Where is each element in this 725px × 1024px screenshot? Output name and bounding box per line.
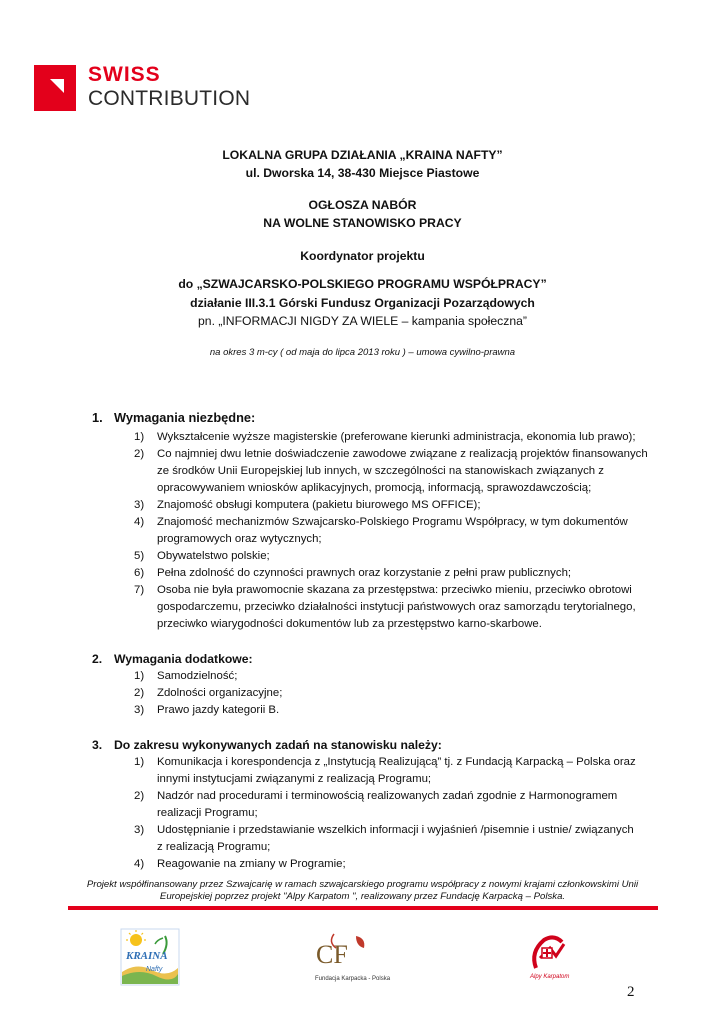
org-address: ul. Dworska 14, 38-430 Miejsce Piastowe: [245, 166, 480, 180]
cf-logo-caption: Fundacja Karpacka - Polska: [315, 976, 391, 982]
list-item-continuation: opracowywaniem wniosków aplikacyjnych, promocją, informacją, sprawozdawczością;: [157, 482, 592, 494]
footer-red-rule: [68, 906, 658, 910]
footer-funding-line-1: Projekt współfinansowany przez Szwajcarię w ramach szwajcarskiego programu współpracy z nowymi krajami członkowskimi Unii: [86, 879, 639, 890]
section-number: 2.: [92, 652, 103, 666]
alpy-logo-text: Alpy Karpatom: [530, 974, 570, 980]
list-item: 3) Udostępnianie i przedstawianie wszelkich informacji i wyjaśnień /pisemnie i ustnie/ związanych: [134, 824, 634, 836]
section-3-title: [92, 738, 442, 752]
announce-line-2: NA WOLNE STANOWISKO PRACY: [263, 216, 462, 230]
list-item: 3) Znajomość obsługi komputera (pakietu biurowego MS OFFICE);: [134, 499, 481, 511]
cf-logo-text: CF: [316, 940, 348, 969]
section-title-text: Do zakresu wykonywanych zadań na stanowisku należy:: [114, 738, 442, 752]
list-item: 4) Znajomość mechanizmów Szwajcarsko-Polskiego Programu Współpracy, w tym dokumentów: [134, 516, 628, 528]
list-item-continuation: przeciwko wiarygodności dokumentów lub za przestępstwo karno-skarbowe.: [157, 618, 542, 630]
kraina-logo-text: KRAINA: [126, 950, 168, 962]
list-item: 5) Obywatelstwo polskie;: [134, 550, 270, 562]
list-item: 7) Osoba nie była prawomocnie skazana za przestępstwa: przeciwko mieniu, przeciwko obrotowi: [134, 584, 632, 596]
org-name: LOKALNA GRUPA DZIAŁANIA „KRAINA NAFTY”: [222, 148, 503, 162]
announce-line-1: OGŁOSZA NABÓR: [308, 198, 417, 212]
list-item-continuation: realizacji Programu;: [157, 807, 258, 819]
section-title-text: Wymagania niezbędne:: [114, 410, 256, 425]
list-item-continuation: z realizacją Programu;: [157, 841, 271, 853]
list-item: 3) Prawo jazdy kategorii B.: [134, 704, 280, 716]
list-item-continuation: gospodarczemu, przeciwko działalności instytucji państwowych oraz samorządu terytorialnego,: [157, 601, 636, 613]
section-title-text: Wymagania dodatkowe:: [114, 652, 253, 666]
fundacja-karpacka-logo-icon: [310, 930, 391, 986]
action-name: działanie III.3.1 Górski Fundusz Organizacji Pozarządowych: [190, 296, 535, 310]
list-item: 1) Samodzielność;: [134, 670, 238, 682]
kraina-nafty-logo-icon: [120, 928, 180, 986]
logo-text-contribution: CONTRIBUTION: [88, 87, 251, 110]
list-item: 2) Co najmniej dwu letnie doświadczenie zawodowe związane z realizacją projektów finansowanych: [134, 448, 648, 460]
list-item: 1) Wykształcenie wyższe magisterskie (preferowane kierunki administracja, ekonomia lub prawo);: [134, 431, 636, 443]
list-item-continuation: programowych oraz wytycznych;: [157, 533, 322, 545]
campaign-name: pn. „INFORMACJI NIGDY ZA WIELE – kampania społeczna”: [198, 314, 527, 328]
list-item-continuation: innymi instytucjami związanymi z realizacją Programu;: [157, 773, 432, 785]
list-item: 4) Reagowanie na zmiany w Programie;: [134, 858, 346, 870]
list-item: 6) Pełna zdolność do czynności prawnych oraz korzystanie z pełni praw publicznych;: [134, 567, 572, 579]
footer-funding-line-2: Europejskiej poprzez projekt "Alpy Karpatom ", realizowany przez Fundację Karpacką – Polska.: [159, 891, 566, 902]
list-item: 1) Komunikacja i korespondencja z „Instytucją Realizującą” tj. z Fundacją Karpacką – Polska oraz: [134, 756, 636, 768]
position-title: Koordynator projektu: [300, 249, 425, 263]
period-note: na okres 3 m-cy ( od maja do lipca 2013 roku ) – umowa cywilno-prawna: [209, 347, 516, 358]
logo-text-swiss: SWISS: [88, 63, 161, 86]
page-number: 2: [627, 984, 635, 1000]
section-number: 3.: [92, 738, 103, 752]
list-item: 2) Nadzór nad procedurami i terminowością realizowanych zadań zgodnie z Harmonogramem: [134, 790, 618, 802]
section-number: 1.: [92, 410, 103, 425]
section-1-title: [92, 410, 255, 425]
kraina-logo-subtext: Nafty: [146, 966, 163, 973]
list-item-continuation: ze środków Unii Europejskiej lub innych, w szczególności na stanowiskach związanych z: [157, 465, 604, 477]
program-name: do „SZWAJCARSKO-POLSKIEGO PROGRAMU WSPÓŁPRACY”: [178, 277, 547, 291]
list-item: 2) Zdolności organizacyjne;: [134, 687, 283, 699]
alpy-karpatom-logo-icon: [522, 928, 582, 978]
logo-red-square-icon: [34, 65, 76, 111]
section-2-title: [92, 652, 253, 666]
